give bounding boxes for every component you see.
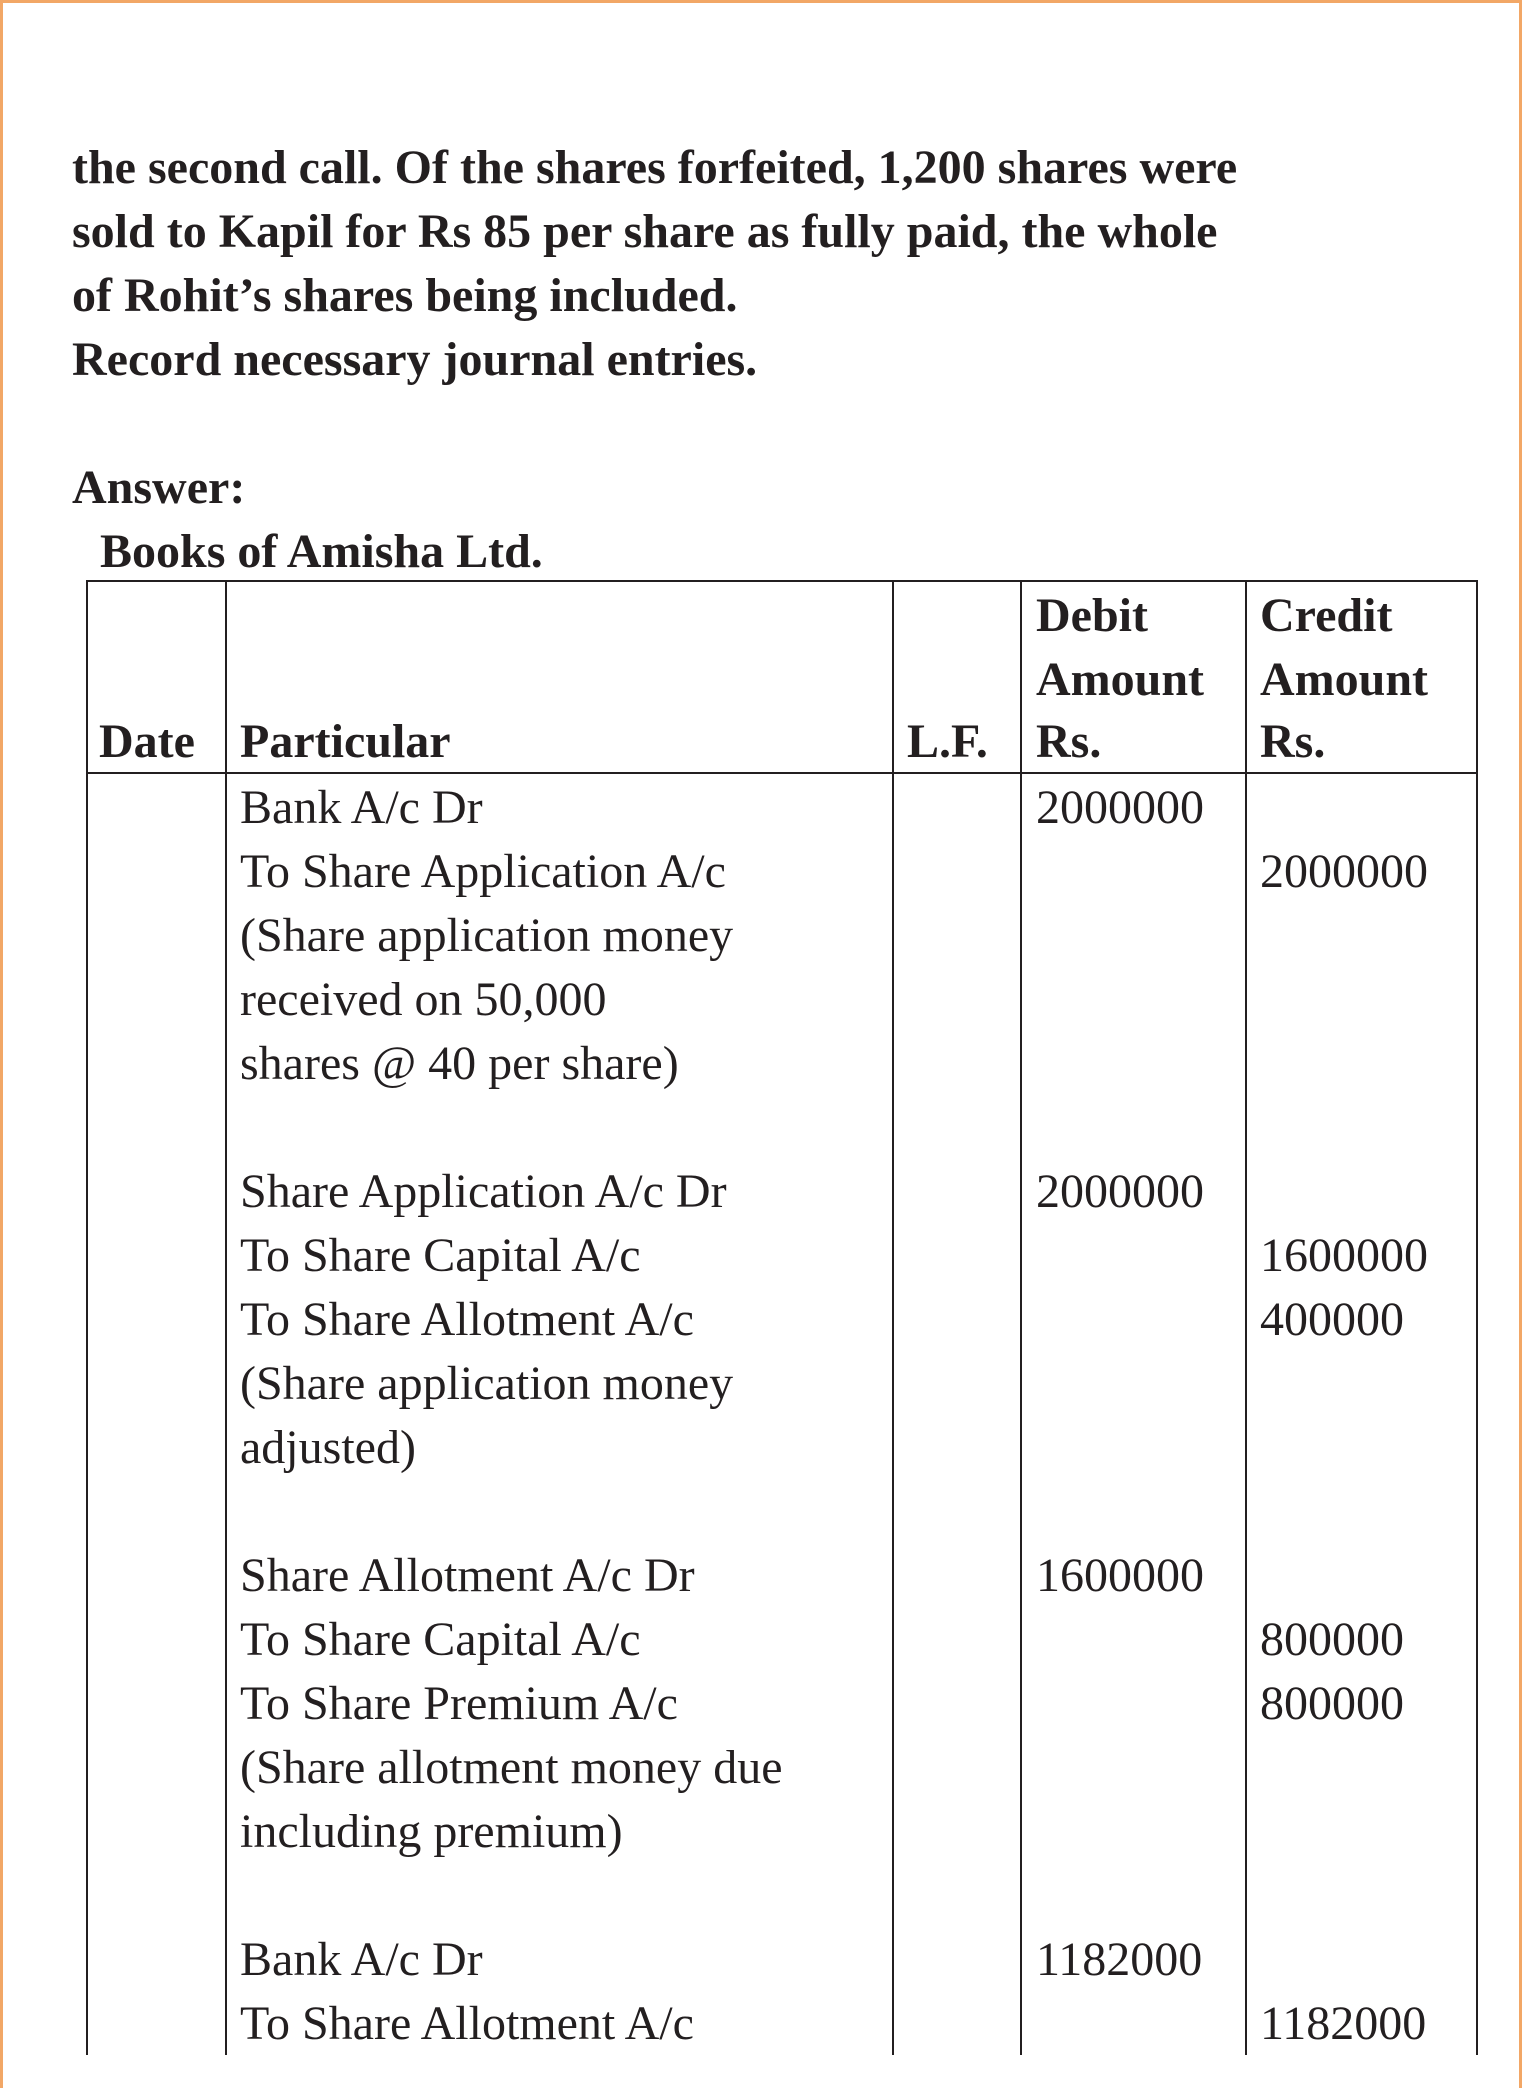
credit-amount: 800000 [1260,1613,1404,1666]
entry-line: adjusted) [240,1421,416,1474]
intro-line: sold to Kapil for Rs 85 per share as fully paid, the whole [72,205,1218,258]
credit-amount: 800000 [1260,1677,1404,1730]
debit-amount: 1600000 [1036,1549,1204,1602]
entry-line: (Share application money [240,1357,734,1410]
entry-line: To Share Allotment A/c [240,1293,694,1346]
entry-line: To Share Capital A/c [240,1229,641,1282]
table-right-border [1476,580,1478,2055]
entry-line: (Share allotment money due [240,1741,783,1794]
question-text [72,136,1472,392]
header-credit-line3: Rs. [1260,715,1326,768]
intro-line: of Rohit’s shares being included. [72,269,738,322]
answer-label: Answer: [72,461,246,514]
header-lf: L.F. [907,715,988,768]
entry-line: Share Allotment A/c Dr [240,1549,695,1602]
credit-amount: 400000 [1260,1293,1404,1346]
col-divider-debit [1245,580,1247,2055]
debit-amount: 1182000 [1036,1933,1203,1986]
header-credit-line1: Credit [1260,589,1393,642]
entry-line: To Share Application A/c [240,845,726,898]
entry-line: To Share Capital A/c [240,1613,641,1666]
col-divider-particular [892,580,894,2055]
entry-line: Share Application A/c Dr [240,1165,727,1218]
entry-line: To Share Allotment A/c [240,1997,694,2050]
entry-line: (Share application money [240,909,734,962]
header-debit-line2: Amount [1036,653,1205,706]
table-left-border [86,580,88,2055]
debit-amount: 2000000 [1036,1165,1204,1218]
header-particular: Particular [240,715,451,768]
table-top-border [86,580,1478,582]
books-title: Books of Amisha Ltd. [100,525,543,578]
intro-line: the second call. Of the shares forfeited, 1,200 shares were [72,141,1238,194]
header-debit-line1: Debit [1036,589,1148,642]
entry-line: received on 50,000 [240,973,607,1026]
col-divider-date [225,580,227,2055]
entry-line: Bank A/c Dr [240,781,483,834]
entry-line: including premium) [240,1805,623,1858]
intro-line: Record necessary journal entries. [72,333,758,386]
header-credit-line2: Amount [1260,653,1429,706]
credit-amount: 1600000 [1260,1229,1428,1282]
credit-amount: 1182000 [1260,1997,1427,2050]
col-divider-lf [1020,580,1022,2055]
header-date: Date [99,715,195,768]
header-debit-line3: Rs. [1036,715,1102,768]
entry-line: Bank A/c Dr [240,1933,483,1986]
credit-amount: 2000000 [1260,845,1428,898]
debit-amount: 2000000 [1036,781,1204,834]
entry-line: shares @ 40 per share) [240,1037,679,1090]
entry-line: To Share Premium A/c [240,1677,678,1730]
